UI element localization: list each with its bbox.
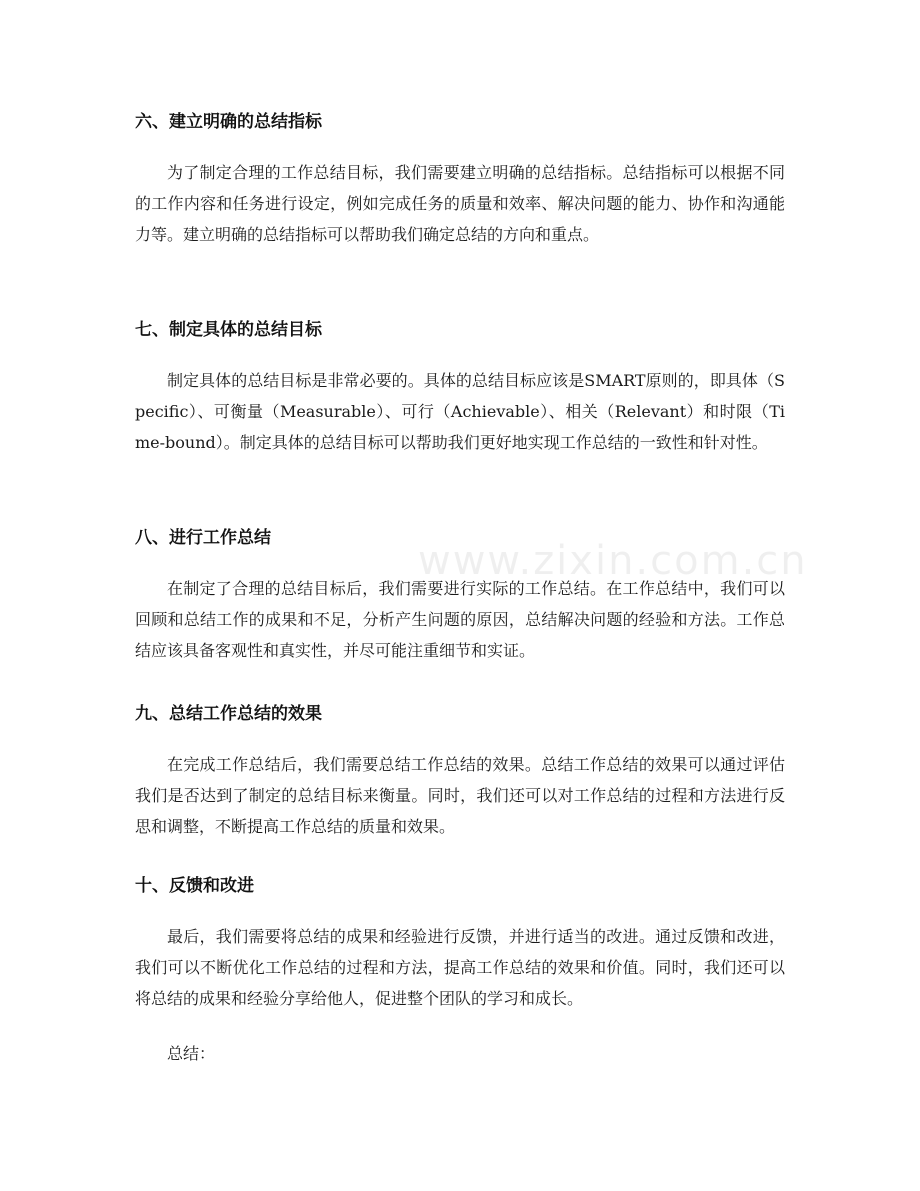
section-body-7: 制定具体的总结目标是非常必要的。具体的总结目标应该是SMART原则的，即具体（Specific）、可衡量（Measurable）、可行（Achievable）、相关（Relevant）和时限（Time-bound）。制定具体的总结目标可以帮助我们更好地实现工作总结的一致性和针对性。 [135, 371, 785, 452]
section-body-9: 在完成工作总结后，我们需要总结工作总结的效果。总结工作总结的效果可以通过评估我们是否达到了制定的总结目标来衡量。同时，我们还可以对工作总结的过程和方法进行反思和调整，不断提高工作总结的质量和效果。 [135, 755, 785, 836]
section-body-10: 最后，我们需要将总结的成果和经验进行反馈，并进行适当的改进。通过反馈和改进，我们可以不断优化工作总结的过程和方法，提高工作总结的效果和价值。同时，我们还可以将总结的成果和经验分享给他人，促进整个团队的学习和成长。 [135, 927, 785, 1008]
section-heading-9: 九、总结工作总结的效果 [135, 704, 322, 724]
section-body-8: 在制定了合理的总结目标后，我们需要进行实际的工作总结。在工作总结中，我们可以回顾和总结工作的成果和不足，分析产生问题的原因，总结解决问题的经验和方法。工作总结应该具备客观性和真实性，并尽可能注重细节和实证。 [135, 579, 785, 660]
watermark: www.zixin.com.cn [418, 538, 808, 584]
section-heading-10: 十、反馈和改进 [135, 876, 254, 896]
section-heading-6: 六、建立明确的总结指标 [135, 112, 322, 132]
closing-label: 总结： [167, 1044, 216, 1063]
section-heading-8: 八、进行工作总结 [135, 528, 271, 548]
section-body-6: 为了制定合理的工作总结目标，我们需要建立明确的总结指标。总结指标可以根据不同的工作内容和任务进行设定，例如完成任务的质量和效率、解决问题的能力、协作和沟通能力等。建立明确的总结指标可以帮助我们确定总结的方向和重点。 [135, 163, 785, 244]
section-heading-7: 七、制定具体的总结目标 [135, 320, 322, 340]
